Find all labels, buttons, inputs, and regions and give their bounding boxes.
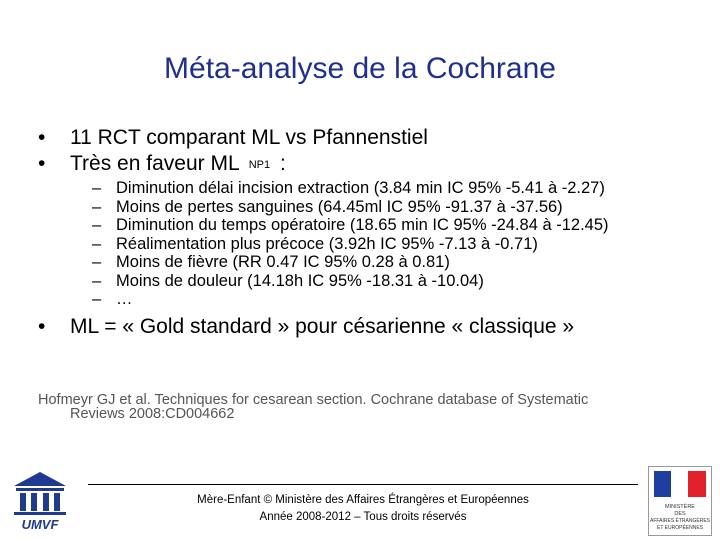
footer-divider	[88, 484, 638, 485]
umvf-logo-icon	[10, 466, 70, 534]
bullet-suffix: :	[279, 152, 286, 175]
sub-bullet-text: Moins de fièvre (RR 0.47 IC 95% 0.28 à 0.81)	[116, 253, 450, 271]
sub-bullet-list	[92, 181, 652, 308]
ministere-logo-icon	[648, 466, 712, 536]
reference-line: Hofmeyr GJ et al. Techniques for cesarean section. Cochrane database of Systematic	[38, 392, 589, 408]
sub-bullet-item	[92, 181, 652, 197]
footer-line: Mère-Enfant © Ministère des Affaires Étrangères et Européennes	[197, 494, 529, 506]
bullet-text: ML = « Gold standard » pour césarienne « classique »	[70, 314, 575, 338]
dash-marker: –	[92, 179, 102, 197]
dash-marker: –	[92, 216, 102, 234]
sub-bullet-text: Réalimentation plus précoce (3.92h IC 95% -7.13 à -0.71)	[116, 234, 538, 253]
dash-marker: –	[92, 290, 102, 308]
bullet-item	[38, 151, 708, 178]
evidence-level-superscript: NP1	[248, 159, 271, 171]
footer	[88, 492, 638, 526]
sub-bullet-text: Diminution délai incision extraction (3.84 min IC 95% -5.41 à -2.27)	[116, 179, 605, 197]
ministere-logo-text: ET EUROPÉENNES	[656, 525, 704, 531]
ministere-logo-text: MINISTÈRE	[665, 504, 695, 510]
sub-bullet-item	[92, 197, 652, 216]
sub-bullet-item	[92, 292, 652, 308]
umvf-logo-text: UMVF	[21, 517, 59, 532]
ministere-logo-text: DES	[674, 511, 686, 517]
footer-line: Année 2008-2012 – Tous droits réservés	[259, 511, 467, 523]
sub-bullet-item	[92, 218, 652, 234]
bullet-marker: •	[38, 314, 46, 338]
bullet-marker: •	[38, 152, 46, 175]
sub-bullet-item	[92, 255, 652, 271]
bullet-text: Très en faveur ML	[70, 152, 239, 175]
bullet-list	[38, 125, 708, 340]
dash-marker: –	[92, 234, 102, 253]
dash-marker: –	[92, 253, 102, 271]
reference	[38, 393, 678, 421]
bullet-item	[38, 125, 708, 151]
bullet-marker: •	[38, 126, 46, 149]
sub-bullet-text: Moins de douleur (14.18h IC 95% -18.31 à -10.04)	[116, 271, 484, 290]
slide-title: Méta-analyse de la Cochrane	[164, 52, 556, 85]
bullet-item	[38, 314, 708, 340]
bullet-text: 11 RCT comparant ML vs Pfannenstiel	[70, 126, 428, 149]
sub-bullet-item	[92, 271, 652, 290]
sub-bullet-text: …	[116, 290, 133, 308]
reference-line: Reviews 2008:CD004662	[70, 406, 235, 422]
sub-bullet-text: Diminution du temps opératoire (18.65 min IC 95% -24.84 à -12.45)	[116, 216, 609, 234]
dash-marker: –	[92, 271, 102, 290]
sub-bullet-text: Moins de pertes sanguines (64.45ml IC 95% -91.37 à -37.56)	[116, 197, 563, 216]
ministere-logo-text: AFFAIRES ÉTRANGÈRES	[649, 518, 711, 524]
dash-marker: –	[92, 197, 102, 216]
sub-bullet-item	[92, 234, 652, 253]
